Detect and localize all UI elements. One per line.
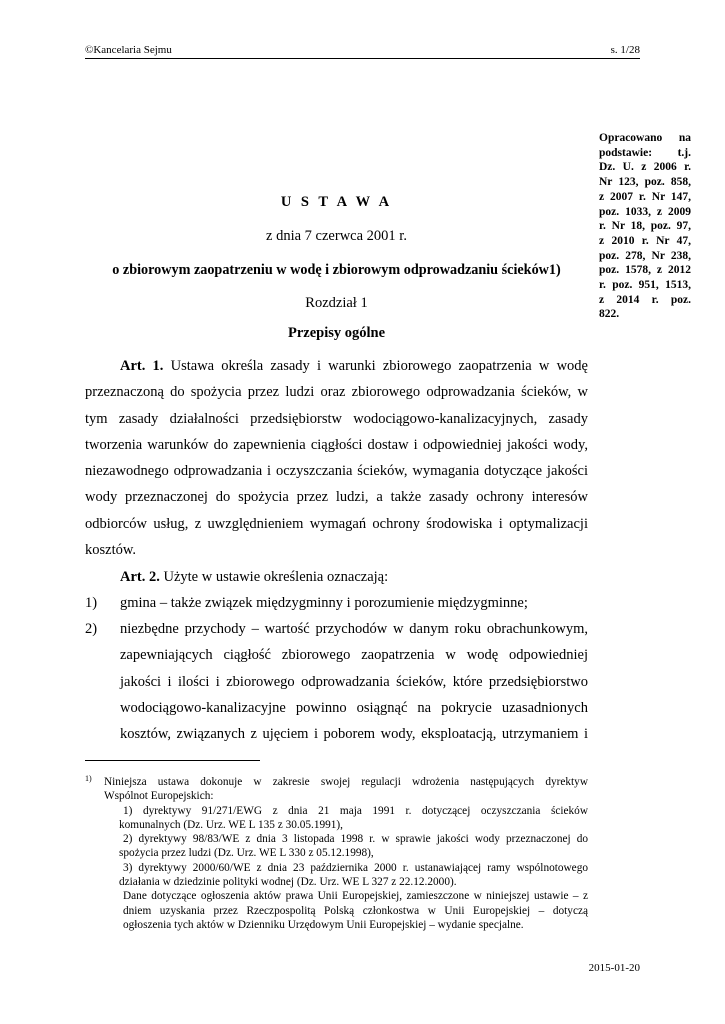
chapter-number: Rozdział 1	[305, 295, 368, 311]
article-label: Art. 2.	[120, 569, 160, 585]
source-note-line: poz. 278, Nr 238,	[599, 249, 691, 262]
footnote-line: Dane dotyczące ogłoszenia aktów prawa Unii Europejskiej, zamieszczone w niniejszej ustawie – z	[123, 890, 588, 903]
definition-number: 1)	[85, 595, 98, 611]
footnote	[85, 775, 588, 932]
footnote-line: komunalnych (Dz. Urz. WE L 135 z 30.05.1991),	[119, 818, 344, 831]
article-line: niezawodnego odprowadzania i oczyszczania ścieków, wymagania dotyczące jakości	[85, 463, 588, 480]
header-divider	[85, 58, 640, 59]
footnote-line: działania w dziedzinie polityki wodnej (Dz. Urz. WE L 327 z 22.12.2000).	[119, 876, 457, 889]
definition-line: gmina – także związek międzygminny i porozumienie międzygminne;	[120, 595, 528, 611]
definition-line: kosztów, związanych z ujęciem i poborem wody, eksploatacją, utrzymaniem i	[120, 726, 588, 743]
article-line: odbiorców usług, z uwzględnieniem wymagań ochrony środowiska i optymalizacji	[85, 515, 588, 532]
article-line: wody przeznaczonej do spożycia przez ludzi, a także zasady ochrony interesów	[85, 489, 588, 506]
definition-line: niezbędne przychody – wartość przychodów w danym roku obrachunkowym,	[120, 621, 588, 637]
definition-line: zapewniających ciągłość zbiorowego zaopatrzenia w wodę odpowiedniej	[120, 647, 588, 664]
article-line: tym zasady działalności przedsiębiorstw wodociągowo-kanalizacyjnych, zasady	[85, 410, 588, 427]
footnote-line: ogłoszenia tych aktów w Dzienniku Urzędowym Unii Europejskiej – wydanie specjalne.	[123, 918, 524, 931]
definition-line: jakości i ilości i zbiorowego odprowadzania ścieków, które przedsiębiorstwo	[120, 673, 588, 690]
article-line: przeznaczoną do spożycia przez ludzi oraz zbiorowego odprowadzania ścieków, w	[85, 384, 588, 401]
definition-line: wodociągowo-kanalizacyjne powinno osiągnąć na pokrycie uzasadnionych	[120, 699, 588, 716]
footnote-line: Wspólnot Europejskich:	[104, 790, 214, 803]
article-line: kosztów.	[85, 542, 137, 559]
article-text: Użyte w ustawie określenia oznaczają:	[163, 569, 389, 585]
chapter-title: Przepisy ogólne	[287, 325, 386, 341]
source-note-line: r. poz. 951, 1513,	[599, 279, 691, 292]
footnote-line: dniem uzyskania przez Rzeczpospolitą Polską członkostwa w Unii Europejskiej – dotyczą	[123, 904, 588, 917]
article-line: tworzenia warunków do zapewnienia ciągłości dostaw i odpowiedniej jakości wody,	[85, 436, 588, 453]
source-note-line: Opracowano na	[599, 132, 691, 144]
act-date: z dnia 7 czerwca 2001 r.	[266, 228, 407, 244]
source-note-line: Nr 123, poz. 858,	[599, 176, 691, 189]
source-note-line: podstawie: t.j.	[599, 146, 691, 159]
source-note-line: 822.	[599, 308, 620, 321]
source-note-line: z 2014 r. poz.	[599, 293, 691, 306]
footnote-line: 1) dyrektywy 91/271/EWG z dnia 21 maja 1991 r. dotyczącej oczyszczania ścieków	[123, 804, 588, 817]
article-1	[85, 353, 588, 563]
footnote-closing	[85, 889, 588, 932]
footnote-line: 2) dyrektywy 98/83/WE z dnia 3 listopada 1998 r. w sprawie jakości wody przeznaczonej do	[123, 833, 588, 846]
footnote-directives	[85, 804, 588, 890]
act-subject: o zbiorowym zaopatrzeniu w wodę i zbiorowym odprowadzaniu ścieków1)	[112, 262, 561, 278]
article-line	[85, 353, 588, 379]
act-title: U S T A W A	[280, 194, 393, 210]
footnote-line: 3) dyrektywy 2000/60/WE z dnia 23 października 2000 r. ustanawiającej ramy wspólnotowego	[123, 861, 588, 874]
footnote-mark: 1)	[85, 774, 92, 783]
source-note-line: z 2010 r. Nr 47,	[599, 234, 691, 247]
source-note-line: Dz. U. z 2006 r.	[599, 161, 691, 174]
source-note-line: r. Nr 18, poz. 97,	[599, 220, 691, 233]
page-number: s. 1/28	[610, 44, 640, 56]
article-line	[85, 564, 588, 590]
article-label: Art. 1.	[120, 358, 164, 374]
footnote-line: Niniejsza ustawa dokonuje w zakresie swojej regulacji wdrożenia następujących dyrektyw	[104, 776, 588, 788]
source-note-line: poz. 1033, z 2009	[599, 205, 691, 218]
definition-number: 2)	[85, 621, 98, 637]
source-note	[599, 131, 691, 322]
header-publisher: ©Kancelaria Sejmu	[85, 44, 172, 56]
article-2	[85, 564, 588, 590]
footnote-line: spożycia przez ludzi (Dz. Urz. WE L 330 z 05.12.1998),	[119, 847, 374, 860]
footnote-separator	[85, 760, 260, 761]
article-text: Ustawa określa zasady i warunki zbiorowego zaopatrzenia w wodę	[170, 358, 588, 374]
source-note-line: z 2007 r. Nr 147,	[599, 190, 691, 203]
source-note-line: poz. 1578, z 2012	[599, 264, 691, 277]
footer-date: 2015-01-20	[588, 962, 640, 974]
